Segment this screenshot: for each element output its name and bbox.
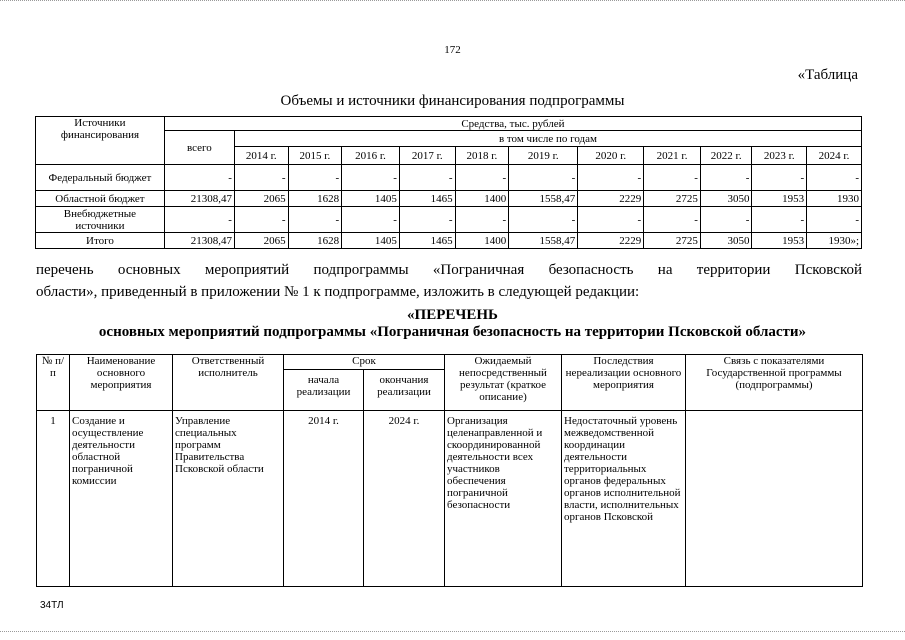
scan-edge-top <box>0 0 905 3</box>
cell: - <box>578 165 644 191</box>
header-total: всего <box>164 131 234 165</box>
cell: - <box>342 207 400 233</box>
table-row <box>36 207 862 233</box>
cell: - <box>700 207 752 233</box>
table-row <box>36 233 862 249</box>
cell: 1405 <box>342 233 400 249</box>
cell: 2229 <box>578 233 644 249</box>
cell: 1930»; <box>807 233 862 249</box>
cell: - <box>234 165 288 191</box>
cell: - <box>288 165 342 191</box>
row-source: Областной бюджет <box>36 191 165 207</box>
header-executor: Ответственный исполнитель <box>173 355 284 411</box>
row-result: Организация целенаправленной и скоординированной деятельности всех участников обеспечения пограничной безопасности <box>445 411 562 587</box>
page-number: 172 <box>444 44 461 56</box>
row-end: 2024 г. <box>364 411 445 587</box>
year-header: 2018 г. <box>455 147 509 165</box>
row-consequences: Недостаточный уровень межведомственной координации деятельности территориальных органов федеральных органов исполнительной власти, исполнительных органов Псковской <box>562 411 686 587</box>
cell: 1465 <box>399 233 455 249</box>
cell: 1465 <box>399 191 455 207</box>
year-header: 2020 г. <box>578 147 644 165</box>
cell: 1628 <box>288 191 342 207</box>
year-header: 2015 г. <box>288 147 342 165</box>
header-link: Связь с показателями Государственной программы (подпрограммы) <box>686 355 863 411</box>
cell: - <box>455 207 509 233</box>
cell: 2725 <box>644 191 701 207</box>
table-row <box>36 191 862 207</box>
cell: 1953 <box>752 191 807 207</box>
header-start: начала реализации <box>284 370 364 411</box>
cell: - <box>509 165 578 191</box>
cell: - <box>807 207 862 233</box>
cell: - <box>752 165 807 191</box>
cell: - <box>700 165 752 191</box>
cell: 1400 <box>455 233 509 249</box>
cell: 1930 <box>807 191 862 207</box>
finance-table <box>35 116 862 249</box>
cell: - <box>807 165 862 191</box>
table-row <box>36 165 862 191</box>
cell: - <box>455 165 509 191</box>
cell: - <box>644 165 701 191</box>
table-label: «Таблица <box>797 67 858 83</box>
row-name: Создание и осуществление деятельности областной пограничной комиссии <box>70 411 173 587</box>
cell: - <box>164 165 234 191</box>
cell: - <box>578 207 644 233</box>
year-header: 2023 г. <box>752 147 807 165</box>
cell: 1628 <box>288 233 342 249</box>
row-source: Федеральный бюджет <box>36 165 165 191</box>
cell: 3050 <box>700 191 752 207</box>
cell: - <box>752 207 807 233</box>
row-source: Внебюджетные источники <box>36 207 165 233</box>
cell: 2065 <box>234 233 288 249</box>
cell: 3050 <box>700 233 752 249</box>
cell: - <box>399 165 455 191</box>
header-name: Наименование основного мероприятия <box>70 355 173 411</box>
year-header: 2022 г. <box>700 147 752 165</box>
year-header: 2021 г. <box>644 147 701 165</box>
header-end: окончания реализации <box>364 370 445 411</box>
footer-code: 34ТЛ <box>40 600 64 611</box>
cell: - <box>509 207 578 233</box>
cell: 21308,47 <box>164 233 234 249</box>
cell: 1953 <box>752 233 807 249</box>
cell: - <box>234 207 288 233</box>
row-executor: Управление специальных программ Правительства Псковской области <box>173 411 284 587</box>
cell: 1558,47 <box>509 233 578 249</box>
table-row <box>37 411 863 587</box>
cell: 2725 <box>644 233 701 249</box>
scan-edge-bottom <box>0 631 905 634</box>
header-result: Ожидаемый непосредственный результат (краткое описание) <box>445 355 562 411</box>
header-funds: Средства, тыс. рублей <box>164 117 861 131</box>
cell: 21308,47 <box>164 191 234 207</box>
list-title: «ПЕРЕЧЕНЬ <box>407 307 498 323</box>
paragraph-line-2: области», приведенный в приложении № 1 к подпрограмме, изложить в следующей редакции: <box>36 284 640 300</box>
cell: 2065 <box>234 191 288 207</box>
list-subtitle: основных мероприятий подпрограммы «Пограничная безопасность на территории Псковской области» <box>98 324 807 340</box>
year-header: 2014 г. <box>234 147 288 165</box>
paragraph-line-1: перечень основных мероприятий подпрограммы «Пограничная безопасность на территории Псковской <box>36 262 862 278</box>
cell: 2229 <box>578 191 644 207</box>
row-num: 1 <box>37 411 70 587</box>
year-header: 2016 г. <box>342 147 400 165</box>
row-link <box>686 411 863 587</box>
cell: 1405 <box>342 191 400 207</box>
header-term: Срок <box>284 355 445 370</box>
cell: - <box>342 165 400 191</box>
row-source: Итого <box>36 233 165 249</box>
finance-table-title: Объемы и источники финансирования подпрограммы <box>280 93 625 109</box>
row-start: 2014 г. <box>284 411 364 587</box>
cell: 1400 <box>455 191 509 207</box>
header-num: № п/п <box>37 355 70 411</box>
cell: - <box>399 207 455 233</box>
year-header: 2024 г. <box>807 147 862 165</box>
cell: - <box>164 207 234 233</box>
cell: - <box>644 207 701 233</box>
header-by-years: в том числе по годам <box>234 131 861 147</box>
year-header: 2017 г. <box>399 147 455 165</box>
cell: - <box>288 207 342 233</box>
header-sources: Источники финансирования <box>36 117 165 165</box>
year-header: 2019 г. <box>509 147 578 165</box>
header-consequences: Последствия нереализации основного мероприятия <box>562 355 686 411</box>
events-table <box>36 354 863 587</box>
cell: 1558,47 <box>509 191 578 207</box>
